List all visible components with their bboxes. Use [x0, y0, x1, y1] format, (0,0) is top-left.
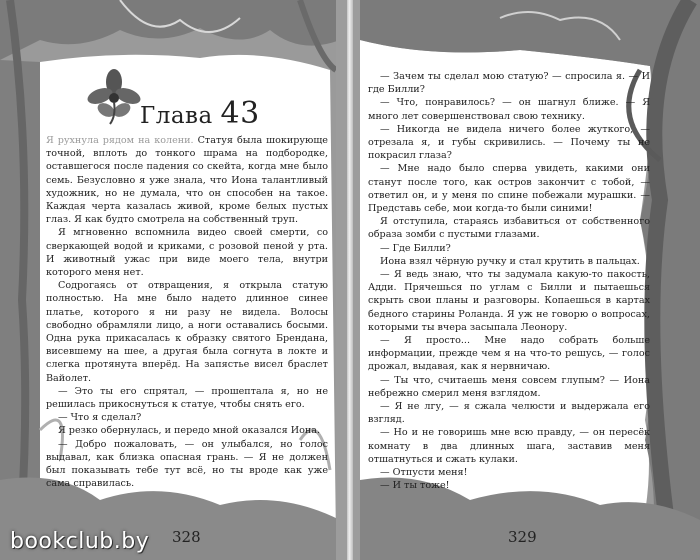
paragraph: — Я не лгу, — я сжала челюсти и выдержала его взгляд.: [368, 401, 650, 426]
page-number-right: 329: [508, 528, 537, 546]
paragraph: [46, 134, 328, 226]
paragraph: Содрогаясь от отвращения, я открыла статую полностью. На мне было надето длинное синее платье, которого я ни разу не видела. Волосы свободно обрамляли лицо, а ноги оставались босыми. Одна рука прикасалась к образку святого Брендана, висевшему на шее, а другая была согнута в локте и слегка протянута вперёд. На запястье висел браслет Вайолет.: [46, 280, 328, 384]
paragraph: — И ты тоже!: [380, 480, 450, 492]
paragraph: — Это ты его спрятал, — прошептала я, но не решилась прикоснуться к статуе, чтобы снять его.: [46, 385, 328, 411]
paragraph: — Отпусти меня!: [380, 467, 468, 479]
paragraph: — Я просто... Мне надо собрать больше информации, прежде чем я на что-то решусь, — голос дрожал, выдавая, как я нервничаю.: [368, 335, 650, 373]
paragraph: — Ты что, считаешь меня совсем глупым? — Иона небрежно смерил меня взглядом.: [368, 374, 650, 399]
paragraph: Я мгновенно вспомнила видео своей смерти, со сверкающей водой и криками, с розовой пеной у рта. И животный ужас при виде моего тела, внутри которого меня нет.: [46, 227, 328, 279]
paragraph-text: Статуя была шокирующе точной, вплоть до тонкого шрама на подбородке, оставшегося после падения со скейта, когда мне было семь. Безусловно я уже знала, что Иона талантливый художник, но не думала, что он способен на такое. Каждая черта казалась живой, кроме белых пустых глаз. Я как будто смотрела на собственный труп.: [46, 135, 328, 226]
chapter-label: Глава: [140, 103, 213, 129]
paragraph: — Никогда не видела ничего более жуткого, — отрезала я, и губы скривились. — Почему ты не покрасил глаза?: [368, 123, 650, 162]
paragraph: — Что, понравилось? — он шагнул ближе. — Я много лет совершенствовал свою технику.: [368, 97, 650, 122]
paragraph: — Где Билли?: [380, 242, 451, 254]
paragraph: Я отступила, стараясь избавиться от собственного образа зомби с пустыми глазами.: [368, 216, 650, 241]
right-page: [350, 0, 700, 560]
page-number-left: 328: [172, 528, 201, 546]
orchid-icon: [86, 68, 142, 126]
paragraph: — Что я сделал?: [58, 412, 142, 424]
right-page-text: [368, 70, 650, 493]
chapter-number: 43: [220, 96, 260, 131]
watermark-text: bookclub.by: [10, 529, 150, 554]
paragraph: — Но и не говоришь мне всю правду, — он пересёк комнату в два длинных шага, заставив меня отшатнуться и сжать кулаки.: [368, 427, 650, 465]
paragraph: Я резко обернулась, и передо мной оказался Иона.: [58, 425, 321, 437]
paragraph: — Добро пожаловать, — он улыбался, но голос выдавал, как близка опасная грань. — Я не должен был показывать тебе тут всё, но ты вроде как уже сама справилась.: [46, 438, 328, 490]
paragraph: — Зачем ты сделал мою статую? — спросила я. — И где Билли?: [368, 71, 650, 96]
paragraph: Иона взял чёрную ручку и стал крутить в пальцах.: [380, 255, 640, 267]
lead-words: Я рухнула рядом на колени.: [46, 135, 194, 146]
paragraph: — Мне надо было сперва увидеть, какими они станут после того, как остров закончит с тобой, — ответил он, и у меня по спине побежали мурашки. — Представь себе, мои когда-то были синими!: [368, 163, 650, 215]
paragraph: — Я ведь знаю, что ты задумала какую-то пакость, Адди. Прячешься по углам с Билли и пытаешься скрыть свои планы и разговоры. Копаешься в картах бедного старины Роланда. Я уж не говорю о вопросах, которыми ты вчера засыпала Леонору.: [368, 269, 650, 333]
chapter-heading: [140, 96, 260, 131]
left-page-text: [46, 134, 328, 490]
